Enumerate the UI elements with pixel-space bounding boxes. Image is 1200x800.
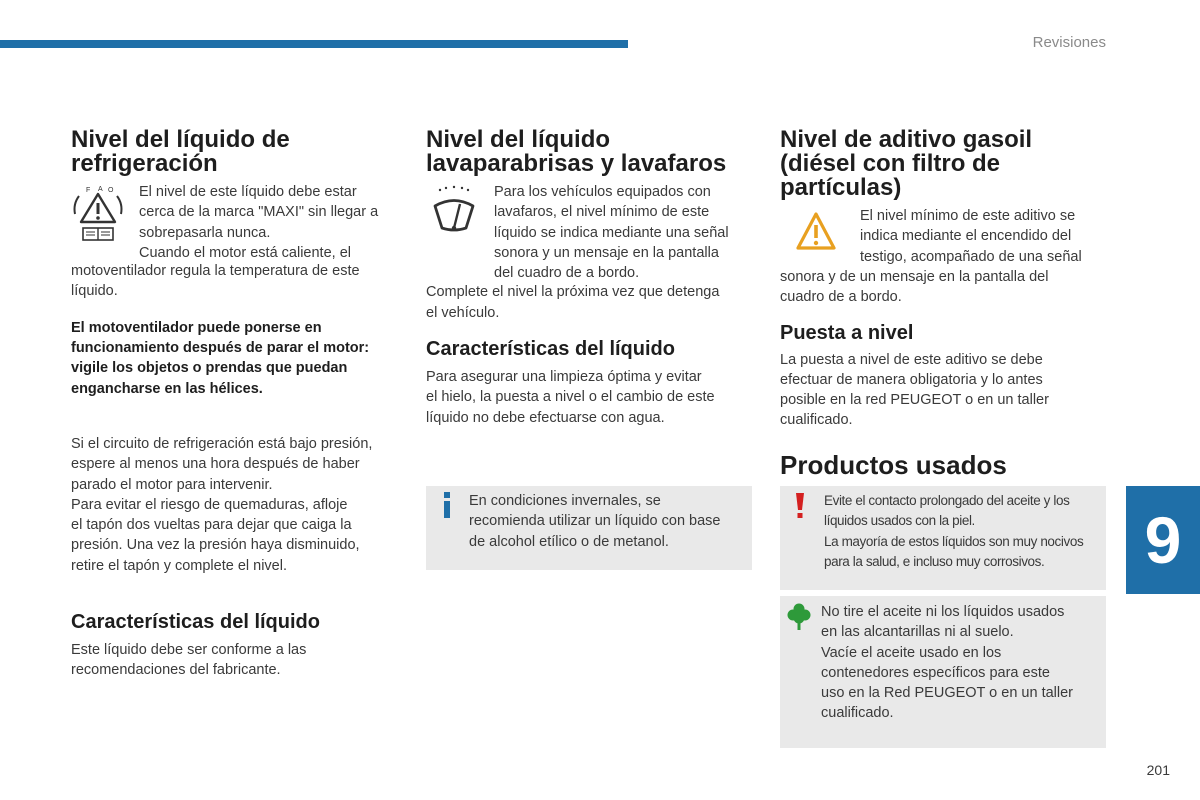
coolant-pressure-text: Si el circuito de refrigeración está bajo presión, espere al menos una hora después de haber parado el motor para intervenir. Para evitar el riesgo de quemaduras, afloje el tapón dos vueltas para dejar que caiga la presión. Una vez la presión haya disminuido, retire el tapón y complete el nivel.: [71, 435, 373, 574]
danger-box-text: Evite el contacto prolongado del aceite y los líquidos usados con la piel. La mayoría de estos líquidos son muy nocivos para la salud, e incluso muy corrosivos.: [824, 493, 1084, 569]
washer-intro-continued: Complete el nivel la próxima vez que detenga el vehículo.: [426, 284, 720, 321]
coolant-title: [71, 128, 401, 176]
washer-characteristics-heading: Características del líquido: [426, 338, 675, 361]
exclamation-icon: [795, 493, 805, 524]
additive-title: [780, 128, 1110, 200]
info-box-text: En condiciones invernales, se recomienda utilizar un líquido con base de alcohol etílico o de metanol.: [469, 493, 721, 550]
washer-intro: [426, 184, 756, 283]
additive-intro-text: El nivel mínimo de este aditivo se indica mediante el encendido del testigo, acompañado de una señal: [860, 208, 1082, 265]
washer-fluid-icon: [426, 184, 494, 244]
washer-intro-text: Para los vehículos equipados con lavafaros, el nivel mínimo de este líquido se indica mediante una señal sonora y un mensaje en la pantalla del cuadro de a bordo.: [494, 184, 729, 282]
eco-box-text: No tire el aceite ni los líquidos usados en las alcantarillas ni al suelo. Vacíe el aceite usado en los contenedores específicos para este uso en la Red PEUGEOT o en un taller cualificado.: [821, 604, 1074, 722]
products-heading: Productos usados: [780, 449, 1007, 480]
additive-intro-continued: sonora y de un mensaje en la pantalla del cuadro de a bordo.: [780, 269, 1049, 306]
coolant-title-line1: Nivel del líquido de: [71, 126, 290, 153]
column-additive: [780, 128, 1110, 479]
washer-title: [426, 128, 756, 176]
coolant-title-line2: refrigeración: [71, 150, 218, 177]
coolant-intro: [71, 184, 401, 263]
coolant-characteristics-text: Este líquido debe ser conforme a las recomendaciones del fabricante.: [71, 642, 307, 679]
svg-text:O: O: [108, 187, 114, 194]
additive-title-line2: (diésel con filtro de: [780, 150, 1001, 177]
coolant-fan-warning: El motoventilador puede ponerse en funcionamiento después de parar el motor: vigile los objetos o prendas que puedan engancharse en las hélices.: [71, 319, 370, 397]
warning-triangle-icon: [780, 208, 860, 268]
additive-title-line1: Nivel de aditivo gasoil: [780, 126, 1033, 153]
coolant-characteristics-heading: Características del líquido: [71, 611, 320, 634]
info-icon: [440, 492, 454, 523]
top-accent-bar: [0, 40, 628, 48]
additive-title-line3: partículas): [780, 174, 902, 201]
column-coolant: [71, 128, 401, 681]
section-label: Revisiones: [1032, 34, 1106, 51]
coolant-intro-text: El nivel de este líquido debe estar cerca de la marca "MAXI" sin llegar a sobrepasarla nunca. Cuando el motor está caliente, el: [139, 184, 379, 261]
chapter-tab: 9: [1126, 486, 1200, 594]
washer-title-line2: lavaparabrisas y lavafaros: [426, 150, 727, 177]
tree-icon: [787, 603, 811, 636]
svg-text:F: F: [86, 187, 91, 194]
coolant-intro-continued: motoventilador regula la temperatura de este líquido.: [71, 263, 360, 300]
coolant-warning-icon: [71, 184, 139, 244]
column-washer: [426, 128, 756, 428]
additive-intro: [780, 208, 1110, 268]
svg-text:A: A: [98, 186, 103, 193]
washer-title-line1: Nivel del líquido: [426, 126, 611, 153]
washer-characteristics-text: Para asegurar una limpieza óptima y evitar el hielo, la puesta a nivel o el cambio de este líquido no debe efectuarse con agua.: [426, 369, 715, 426]
level-text: La puesta a nivel de este aditivo se debe efectuar de manera obligatoria y lo antes posible en la red PEUGEOT o en un taller cualificado.: [780, 351, 1049, 429]
page-number: 201: [1146, 762, 1170, 778]
level-heading: Puesta a nivel: [780, 321, 914, 344]
